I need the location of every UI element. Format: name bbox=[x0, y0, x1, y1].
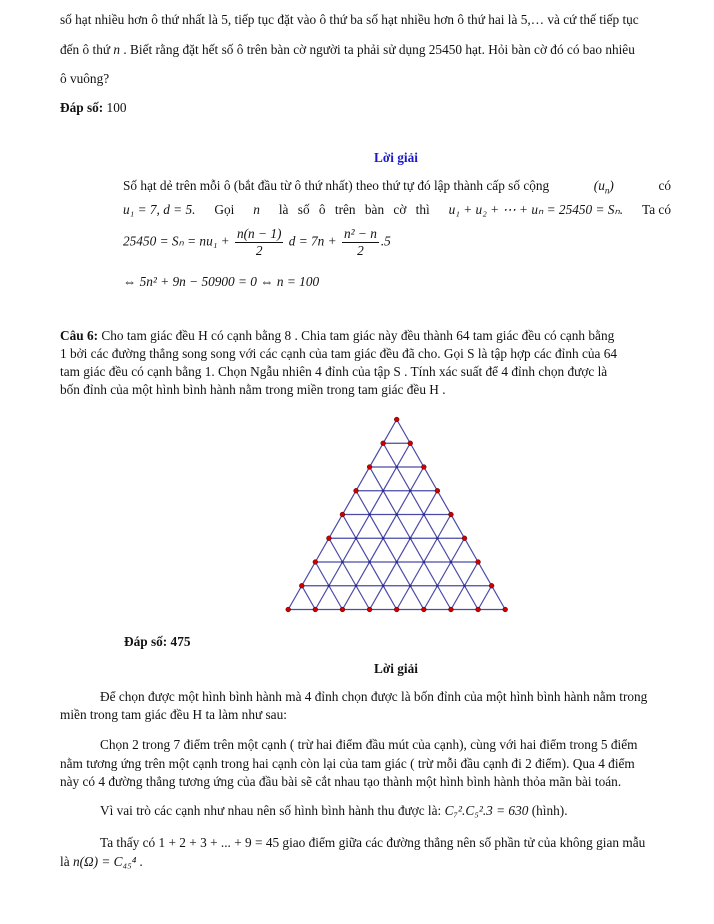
sequence-un: $(u_n)$ bbox=[593, 178, 614, 196]
problem6-answer: Đáp số: 475 bbox=[124, 634, 191, 649]
interior-vertex bbox=[409, 584, 412, 587]
equation-2: ⇔ 5n² + 9n − 50900 = 0 ⇔ n = 100 bbox=[123, 274, 320, 289]
interior-vertex bbox=[395, 561, 398, 564]
para4-line1: Ta thấy có 1 + 2 + 3 + ... + 9 = 45 giao điểm giữa các đường thẳng nên số phần tử của không gian mẫu bbox=[100, 835, 646, 850]
para1-line2: miền trong tam giác đều H ta làm như sau: bbox=[60, 707, 287, 722]
vertex-dot bbox=[476, 607, 481, 612]
vertex-dot bbox=[476, 560, 481, 565]
vertex-dot bbox=[354, 488, 359, 493]
question-label: Câu 6: bbox=[60, 328, 99, 343]
vertex-dot bbox=[313, 560, 318, 565]
problem5-line1: số hạt nhiều hơn ô thứ nhất là 5, tiếp tục đặt vào ô thứ ba số hạt nhiều hơn ô thứ hai là 5,… và cứ thế tiếp tục bbox=[60, 12, 639, 27]
problem6-line4: bốn đỉnh của một hình bình hành nằm trong miền trong tam giác đều H . bbox=[60, 382, 446, 397]
answer-value: 100 bbox=[103, 100, 127, 115]
solution-title-5: Lời giải bbox=[374, 150, 418, 165]
vertex-dot bbox=[340, 512, 345, 517]
solution-title-6: Lời giải bbox=[374, 661, 418, 676]
interior-vertex bbox=[382, 584, 385, 587]
solution5-line1-text: Số hạt dẻ trên mỗi ô (bắt đầu từ ô thứ nhất) theo thứ tự đó lập thành cấp số cộng bbox=[123, 178, 550, 193]
interior-vertex bbox=[395, 513, 398, 516]
vertex-dot bbox=[394, 607, 399, 612]
interior-vertex bbox=[368, 561, 371, 564]
grid-line-left-parallel bbox=[370, 491, 438, 610]
interior-vertex bbox=[423, 513, 426, 516]
vertex-dot bbox=[462, 536, 467, 541]
para2-line2: nằm tương ứng trên một cạnh trong hai cạnh còn lại của tam giác ( trừ mỗi đầu cạnh đi 2 điểm). Qua 4 điểm bbox=[60, 756, 635, 771]
vertex-dot bbox=[299, 583, 304, 588]
fraction-2: $\frac{\text{n² − n}}{2}$ bbox=[343, 226, 377, 258]
solution5-line1-end: có bbox=[658, 178, 671, 193]
problem5-line2-a: đến ô thứ bbox=[60, 42, 114, 57]
problem5-line3: ô vuông? bbox=[60, 71, 110, 86]
problem6-line2: 1 bởi các đường thẳng song song với các cạnh của tam giác đều đã cho. Gọi S là tập hợp các đỉnh của 64 bbox=[60, 346, 618, 361]
problem5-var-n: n bbox=[113, 42, 121, 57]
vertex-dot bbox=[394, 417, 399, 422]
vertex-dot bbox=[381, 441, 386, 446]
interior-vertex bbox=[355, 537, 358, 540]
interior-vertex bbox=[382, 537, 385, 540]
vertex-dot bbox=[408, 441, 413, 446]
para2-line3: này có 4 đường thẳng tương ứng của đầu bài sẽ cắt nhau tạo thành một hình bình hành thỏa mãn bài toán. bbox=[60, 774, 622, 789]
sum-formula: u₁ + u₂ + ⋯ + uₙ = 25450 = Sₙ. bbox=[448, 202, 624, 217]
para3: Vì vai trò các cạnh như nhau nên số hình bình hành thu được là: C₇².C₅².3 = 630 (hình). bbox=[100, 803, 568, 818]
interior-vertex bbox=[382, 489, 385, 492]
solution5-ta-co: Ta có bbox=[642, 202, 671, 217]
vertex-dot bbox=[449, 512, 454, 517]
answer-label: Đáp số: bbox=[60, 100, 104, 115]
interior-vertex bbox=[436, 537, 439, 540]
sample-space-formula: n(Ω) = C₄₅⁴ . bbox=[72, 854, 144, 869]
interior-vertex bbox=[355, 584, 358, 587]
solution5-line2-text: là số ô trên bàn cờ thì bbox=[278, 202, 430, 217]
interior-vertex bbox=[436, 584, 439, 587]
vertex-dot bbox=[421, 465, 426, 470]
grid-line-left-parallel bbox=[478, 586, 492, 610]
vertex-dot bbox=[503, 607, 508, 612]
interior-vertex bbox=[423, 561, 426, 564]
problem5-line2-b: . Biết rằng đặt hết số ô trên bàn cờ người ta phải sử dụng 25450 hạt. Hỏi bàn cờ đó có bao nhiêu bbox=[120, 42, 635, 57]
solution5-word-goi: Gọi bbox=[214, 202, 235, 217]
solution5-var-n: n bbox=[253, 202, 260, 217]
grid-line-right-parallel bbox=[302, 586, 316, 610]
vertex-dot bbox=[367, 607, 372, 612]
grid-line-left-parallel bbox=[315, 443, 410, 609]
interior-vertex bbox=[409, 489, 412, 492]
grid-line-right-parallel bbox=[356, 491, 424, 610]
interior-vertex bbox=[395, 466, 398, 469]
vertex-dot bbox=[326, 536, 331, 541]
vertex-dot bbox=[435, 488, 440, 493]
interior-vertex bbox=[368, 513, 371, 516]
para1-line1: Để chọn được một hình bình hành mà 4 đỉnh chọn được là bốn đỉnh của một hình bình hành nằm trong bbox=[100, 689, 648, 704]
vertex-dot bbox=[313, 607, 318, 612]
vertex-dot bbox=[421, 607, 426, 612]
problem6-line3: tam giác đều có cạnh bằng 1. Chọn Ngẫu nhiên 4 đỉnh của tập S . Tính xác suất để 4 đỉnh chọn được là bbox=[60, 364, 608, 379]
problem6-line1: Câu 6: Cho tam giác đều H có cạnh bằng 8 . Chia tam giác này đều thành 64 tam giác đều có cạnh bằng bbox=[60, 328, 615, 343]
para2-line1: Chọn 2 trong 7 điểm trên một cạnh ( trừ hai điểm đầu mút của cạnh), cùng với hai điểm trong 5 điểm bbox=[100, 737, 638, 752]
fraction-1: $\frac{n(n - 1)}{2}$ bbox=[236, 226, 282, 258]
grid-line-right-parallel bbox=[383, 443, 478, 609]
interior-vertex bbox=[450, 561, 453, 564]
given-values: u₁ = 7, d = 5. bbox=[123, 202, 196, 217]
vertex-dot bbox=[286, 607, 291, 612]
vertex-dot bbox=[340, 607, 345, 612]
vertex-dot bbox=[449, 607, 454, 612]
vertex-dot bbox=[489, 583, 494, 588]
interior-vertex bbox=[328, 584, 331, 587]
combination-formula: C₇².C₅².3 = 630 bbox=[444, 803, 529, 818]
vertex-dot bbox=[367, 465, 372, 470]
interior-vertex bbox=[341, 561, 344, 564]
equation-1: 25450 = Sₙ = nu₁ + $\frac{n(n - 1)}{2}$ d = 7n + $\frac{\text{n² − n}}{2}$ .5 bbox=[123, 226, 391, 258]
para4-line2: là n(Ω) = C₄₅⁴ . bbox=[60, 854, 144, 869]
interior-vertex bbox=[409, 537, 412, 540]
interior-vertex bbox=[463, 584, 466, 587]
